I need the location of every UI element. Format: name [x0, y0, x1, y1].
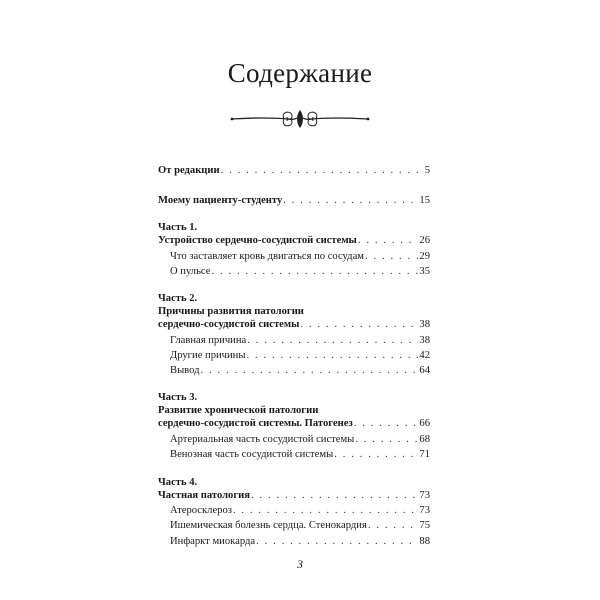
flourish-ornament-icon: [228, 106, 372, 132]
toc-entry-part4-chapter[interactable]: [158, 489, 430, 502]
dot-leader: [247, 334, 418, 347]
toc-entry-title: Инфаркт миокарда: [170, 536, 256, 547]
dot-leader: [300, 318, 418, 331]
dot-leader: [358, 234, 419, 247]
toc-subentry[interactable]: [170, 448, 430, 461]
toc-entry-part2-chapter[interactable]: [158, 318, 430, 331]
toc-entry-title: Венозная часть сосудистой системы: [170, 449, 334, 460]
toc-page-number: 15: [419, 195, 430, 206]
toc-subentry[interactable]: [170, 519, 430, 532]
toc-page-number: 75: [419, 520, 430, 531]
toc-subentry[interactable]: [170, 535, 430, 548]
toc-entry-title: Частная патология: [158, 490, 250, 501]
toc-entry-title: сердечно-сосудистой системы. Патогенез: [158, 418, 353, 429]
toc-page-number: 66: [419, 418, 430, 429]
dot-leader: [233, 504, 418, 517]
part-1-label: Часть 1.: [158, 222, 198, 233]
toc-page-number: 38: [419, 319, 430, 330]
toc-subentry[interactable]: [170, 504, 430, 517]
toc-page-number: 88: [419, 536, 430, 547]
dot-leader: [334, 448, 418, 461]
toc-subentry[interactable]: [170, 265, 430, 278]
dot-leader: [211, 265, 418, 278]
toc-entry-part3-chapter[interactable]: [158, 417, 430, 430]
dot-leader: [354, 417, 419, 430]
dot-leader: [365, 250, 418, 263]
dot-leader: [355, 433, 418, 446]
toc-entry-title: Главная причина: [170, 335, 247, 346]
toc-page-number: 71: [419, 449, 430, 460]
page-title: Содержание: [227, 58, 373, 88]
toc-entry-part1-chapter[interactable]: [158, 234, 430, 247]
part-2-label: Часть 2.: [158, 293, 198, 304]
toc-page-number: 68: [419, 434, 430, 445]
part-2-chapter-line1: Причины развития патологии: [158, 306, 304, 317]
toc-page-number: 73: [419, 505, 430, 516]
toc-entry-title: От редакции: [158, 165, 220, 176]
toc-entry-title: Что заставляет кровь двигаться по сосудам: [170, 251, 364, 262]
part-3-label: Часть 3.: [158, 392, 198, 403]
toc-entry-title: Ишемическая болезнь сердца. Стенокардия: [170, 520, 367, 531]
toc-page-number: 42: [419, 350, 430, 361]
dot-leader: [251, 489, 418, 502]
toc-subentry[interactable]: [170, 250, 430, 263]
dot-leader: [256, 535, 418, 548]
dot-leader: [246, 349, 418, 362]
toc-entry-title: О пульсе: [170, 266, 211, 277]
part-4-label: Часть 4.: [158, 477, 198, 488]
dot-leader: [368, 519, 419, 532]
toc-page-number: 5: [424, 165, 430, 176]
toc-page-number: 64: [419, 365, 430, 376]
page-number-folio: 3: [297, 557, 303, 571]
toc-entry-title: Вывод: [170, 365, 200, 376]
toc-subentry[interactable]: [170, 364, 430, 377]
toc-entry-patient[interactable]: [158, 194, 430, 207]
toc-entry-title: Другие причины: [170, 350, 246, 361]
toc-page-number: 73: [419, 490, 430, 501]
toc-entry-title: Устройство сердечно-сосудистой системы: [158, 235, 357, 246]
toc-entry-title: Артериальная часть сосудистой системы: [170, 434, 355, 445]
toc-entry-title: Моему пациенту-студенту: [158, 195, 283, 206]
part-3-chapter-line1: Развитие хронической патологии: [158, 405, 319, 416]
toc-page-number: 38: [419, 335, 430, 346]
toc-subentry[interactable]: [170, 433, 430, 446]
toc-entry-title: сердечно-сосудистой системы: [158, 319, 300, 330]
toc-subentry[interactable]: [170, 334, 430, 347]
toc-page-number: 29: [419, 251, 430, 262]
dot-leader: [221, 164, 424, 177]
toc-subentry[interactable]: [170, 349, 430, 362]
toc-page-number: 35: [419, 266, 430, 277]
toc-entry-title: Атеросклероз: [170, 505, 232, 516]
dot-leader: [201, 364, 419, 377]
toc-entry-editorial[interactable]: [158, 164, 430, 177]
dot-leader: [283, 194, 418, 207]
toc-page-number: 26: [419, 235, 430, 246]
